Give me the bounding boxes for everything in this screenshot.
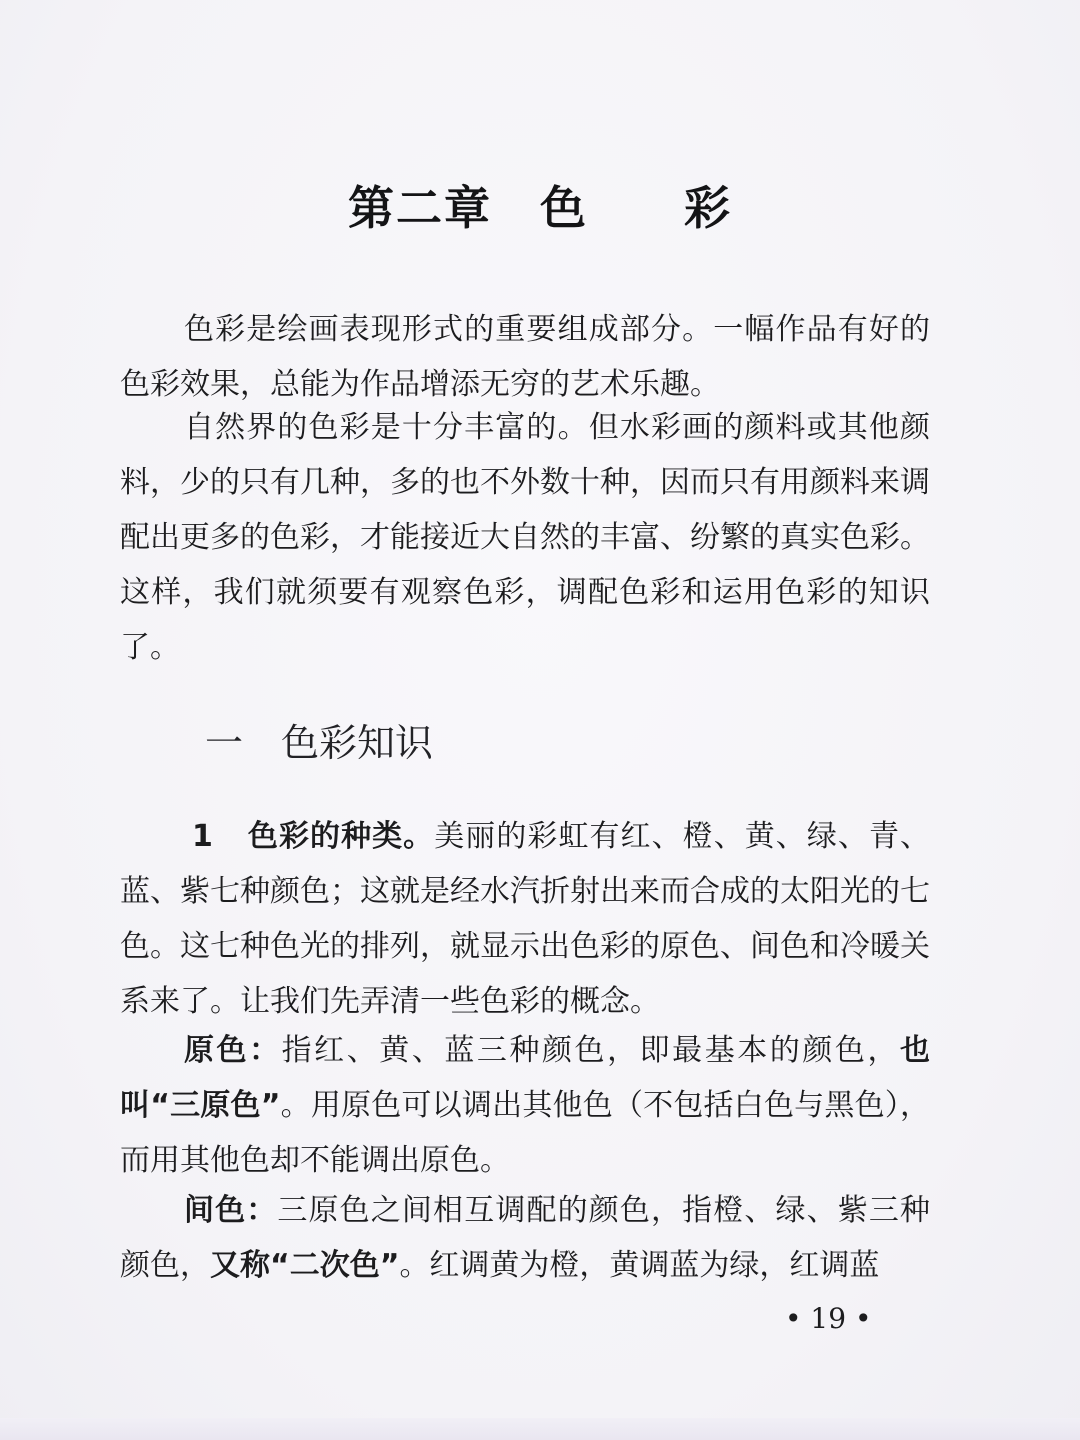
primary-term: 原色： bbox=[184, 1033, 282, 1068]
intro-paragraph-2: 自然界的色彩是十分丰富的。但水彩画的颜料或其他颜料，少的只有几种，多的也不外数十种，因而只有用颜料来调配出更多的色彩，才能接近大自然的丰富、纷繁的真实色彩。这样，我们就须要有观察色彩，调配色彩和运用色彩的知识了。 bbox=[120, 410, 930, 665]
secondary-term: 间色： bbox=[184, 1193, 278, 1228]
primary-color-paragraph bbox=[120, 1023, 930, 1188]
item-number: 1 bbox=[192, 819, 213, 854]
page-bottom-edge bbox=[0, 1418, 1080, 1440]
secondary-text: 三原色之间相互调配的颜色，指橙、绿、紫三种颜色， bbox=[120, 1193, 931, 1283]
primary-tail: 。用原色可以调出其他色（不包括白色与黑色），而用其他色却不能调出原色。 bbox=[120, 1088, 931, 1178]
primary-text: 指红、黄、蓝三种颜色，即最基本的颜色， bbox=[281, 1033, 901, 1068]
chapter-title: 第二章 色 彩 bbox=[348, 181, 732, 235]
primary-bold: 也叫“三原色” bbox=[120, 1033, 931, 1123]
secondary-bold: 又称“二次色” bbox=[210, 1248, 400, 1283]
color-types-paragraph bbox=[120, 809, 930, 1029]
secondary-tail: 。红调黄为橙，黄调蓝为绿，红调蓝 bbox=[399, 1248, 880, 1283]
page-number: • 19 • bbox=[785, 1302, 872, 1335]
secondary-color-paragraph bbox=[120, 1183, 930, 1293]
item-title: 色彩的种类。 bbox=[246, 819, 435, 854]
section-heading: 一 色彩知识 bbox=[205, 721, 434, 765]
intro-paragraph-1: 色彩是绘画表现形式的重要组成部分。一幅作品有好的色彩效果，总能为作品增添无穷的艺术乐趣。 bbox=[120, 312, 930, 402]
item-text: 美丽的彩虹有红、橙、黄、绿、青、蓝、紫七种颜色；这就是经水汽折射出来而合成的太阳光的七色。这七种色光的排列，就显示出色彩的原色、间色和冷暖关系来了。让我们先弄清一些色彩的概念。 bbox=[120, 819, 931, 1019]
